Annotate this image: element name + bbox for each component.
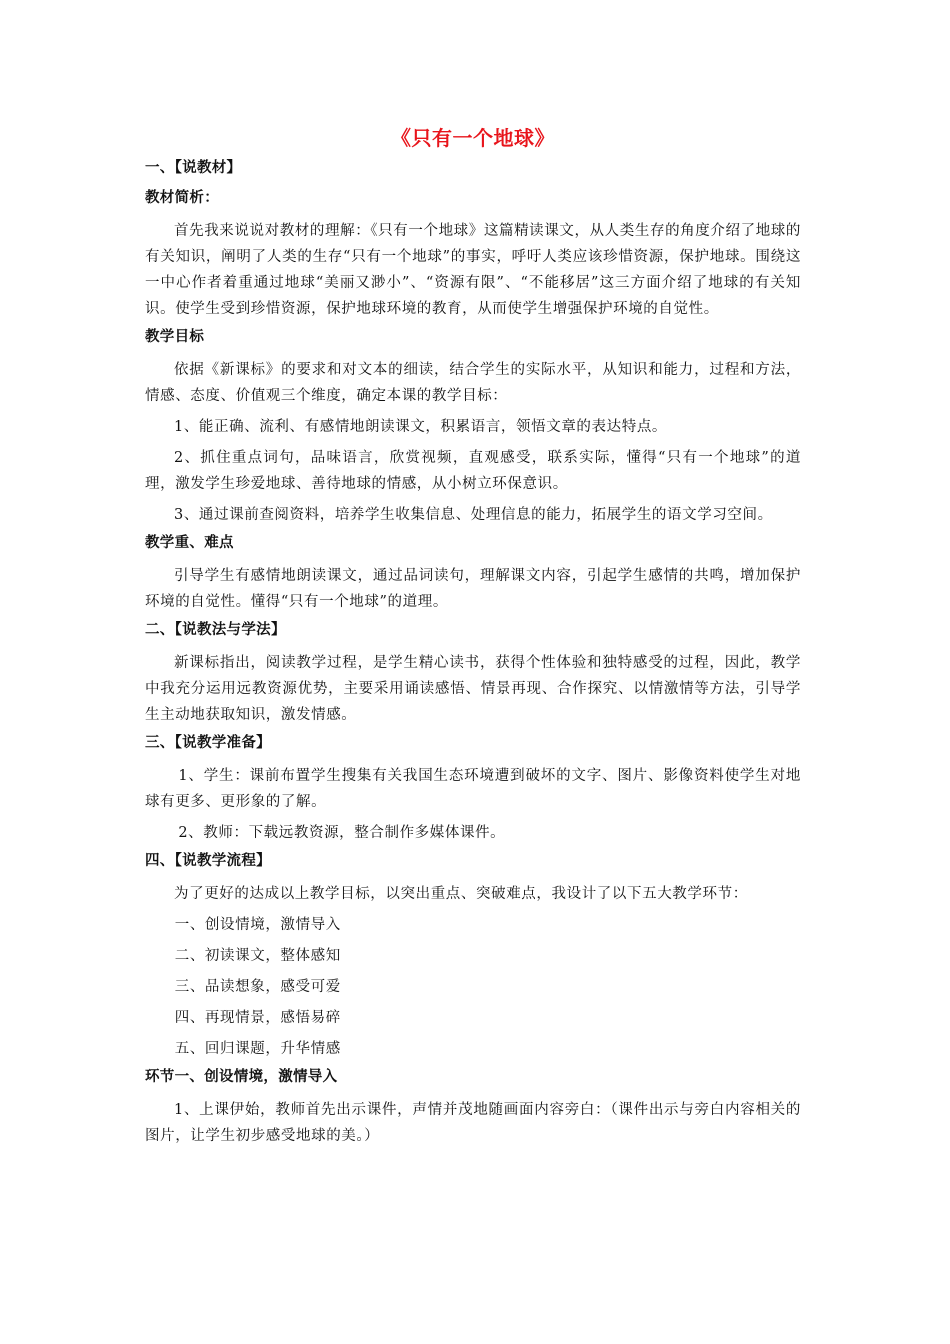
paragraph-teaching-methods: 新课标指出，阅读教学过程，是学生精心读书，获得个性体验和独特感受的过程，因此，教学中我充分运用远教资源优势，主要采用诵读感悟、情景再现、合作探究、以情激情等方法，引导学生主动地获取知识，激发情感。 bbox=[145, 655, 801, 723]
section-heading-teaching-methods: 二、【说教法与学法】 bbox=[145, 622, 286, 638]
paragraph-teaching-process-intro: 为了更好的达成以上教学目标，以突出重点、突破难点，我设计了以下五大教学环节： bbox=[174, 886, 748, 902]
subheading-key-difficult-points: 教学重、难点 bbox=[145, 535, 234, 551]
process-step-1: 一、创设情境，激情导入 bbox=[174, 917, 341, 933]
paragraph-material-analysis: 首先我来说说对教材的理解：《只有一个地球》这篇精读课文，从人类生存的角度介绍了地球的有关知识，阐明了人类的生存“只有一个地球”的事实，呼吁人类应该珍惜资源，保护地球。围绕这一中心作者着重通过地球“美丽又渺小”、“资源有限”、“不能移居”这三方面介绍了地球的有关知识。使学生受到珍惜资源，保护地球环境的教育，从而使学生增强保护环境的自觉性。 bbox=[145, 223, 801, 317]
paragraph-key-difficult-points: 引导学生有感情地朗读课文，通过品词读句，理解课文内容，引起学生感情的共鸣，增加保护环境的自觉性。懂得“只有一个地球”的道理。 bbox=[145, 568, 801, 610]
section-heading-step-one: 环节一、创设情境，激情导入 bbox=[145, 1069, 338, 1085]
process-step-5: 五、回归课题，升华情感 bbox=[174, 1041, 341, 1057]
paragraph-step-one: 1、上课伊始，教师首先出示课件，声情并茂地随画面内容旁白：（课件出示与旁白内容相关的图片，让学生初步感受地球的美。） bbox=[145, 1102, 801, 1144]
teaching-goal-2: 2、抓住重点词句，品味语言，欣赏视频，直观感受，联系实际，懂得“只有一个地球”的道理，激发学生珍爱地球、善待地球的情感，从小树立环保意识。 bbox=[145, 450, 801, 492]
preparation-students: 1、学生：课前布置学生搜集有关我国生态环境遭到破坏的文字、图片、影像资料使学生对地球有更多、更形象的了解。 bbox=[145, 768, 801, 810]
document-page bbox=[145, 124, 801, 1154]
section-heading-teaching-material: 一、【说教材】 bbox=[145, 160, 242, 176]
section-heading-preparation: 三、【说教学准备】 bbox=[145, 735, 271, 751]
preparation-teacher: 2、教师：下载远教资源，整合制作多媒体课件。 bbox=[178, 825, 506, 841]
section-heading-teaching-process: 四、【说教学流程】 bbox=[145, 853, 271, 869]
process-step-2: 二、初读课文，整体感知 bbox=[174, 948, 341, 964]
paragraph-teaching-goals-intro: 依据《新课标》的要求和对文本的细读，结合学生的实际水平，从知识和能力，过程和方法，情感、态度、价值观三个维度，确定本课的教学目标： bbox=[145, 362, 801, 404]
teaching-goal-3: 3、通过课前查阅资料，培养学生收集信息、处理信息的能力，拓展学生的语文学习空间。 bbox=[174, 507, 773, 523]
teaching-goal-1: 1、能正确、流利、有感情地朗读课文，积累语言，领悟文章的表达特点。 bbox=[174, 419, 668, 435]
subheading-material-analysis: 教材简析： bbox=[145, 190, 219, 206]
document-title: 《只有一个地球》 bbox=[391, 126, 555, 150]
process-step-4: 四、再现情景，感悟易碎 bbox=[174, 1010, 341, 1026]
process-step-3: 三、品读想象，感受可爱 bbox=[174, 979, 341, 995]
subheading-teaching-goals: 教学目标 bbox=[145, 329, 205, 345]
